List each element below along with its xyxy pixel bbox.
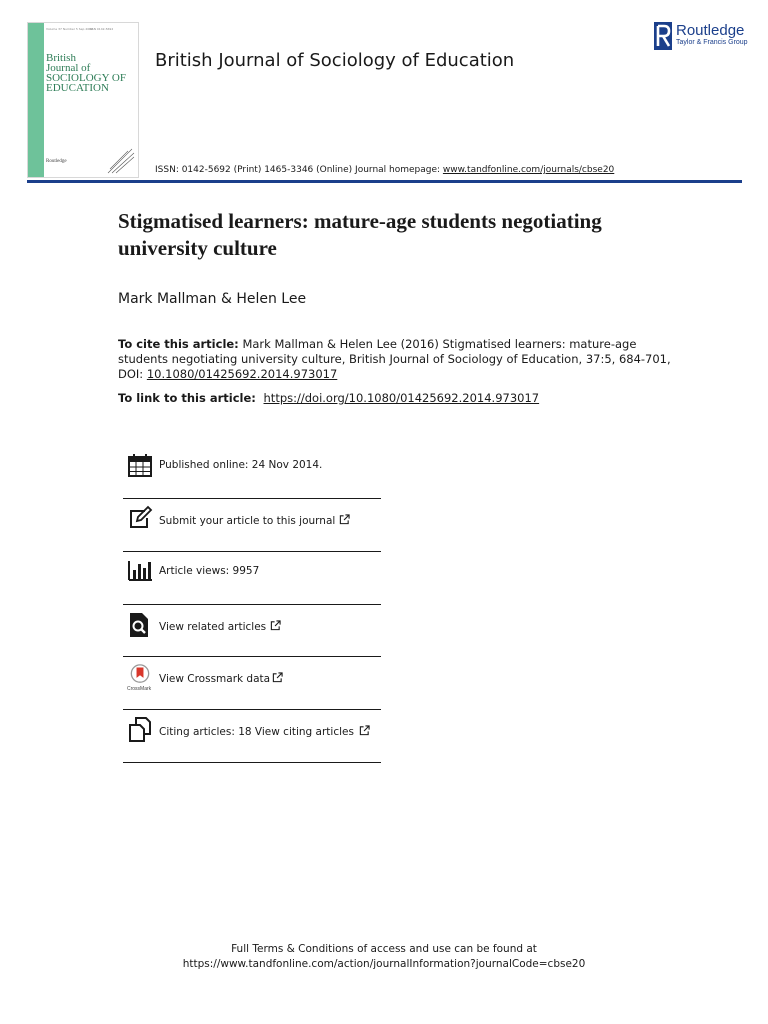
crossmark-badge-text: CrossMark bbox=[127, 686, 152, 692]
cite-label: To cite this article: bbox=[118, 337, 239, 351]
cover-publisher-mark: Routledge bbox=[46, 159, 67, 164]
cite-text: Mark Mallman & Helen Lee (2016) Stigmatised learners: mature-age students negotiating university culture, British Journal of Sociology of Education, 37:5, 684-701, DOI: bbox=[118, 337, 671, 381]
external-link-icon bbox=[270, 620, 281, 631]
crossmark-label: View Crossmark data bbox=[159, 673, 271, 685]
cover-title bbox=[46, 53, 138, 93]
citing-icon bbox=[127, 717, 153, 743]
cover-meta-right: ISSN 0142-5692 bbox=[89, 27, 114, 31]
divider bbox=[123, 709, 381, 710]
related-articles-label: View related articles bbox=[159, 621, 267, 633]
article-views-row bbox=[123, 558, 381, 610]
journal-title: British Journal of Sociology of Education bbox=[155, 50, 515, 71]
terms-url[interactable]: https://www.tandfonline.com/action/journalInformation?journalCode=cbse20 bbox=[182, 958, 586, 970]
bar-chart-icon bbox=[127, 558, 153, 584]
external-link-icon bbox=[272, 672, 283, 683]
article-doi-link[interactable]: https://doi.org/10.1080/01425692.2014.973017 bbox=[263, 391, 540, 405]
related-articles-link[interactable] bbox=[159, 620, 281, 633]
link-label: To link to this article: bbox=[118, 391, 260, 405]
external-link-icon bbox=[339, 514, 350, 525]
article-views-count: Article views: 9957 bbox=[159, 565, 260, 577]
submit-article-label: Submit your article to this journal bbox=[159, 515, 336, 527]
published-date: Published online: 24 Nov 2014. bbox=[159, 459, 323, 471]
edit-icon bbox=[127, 505, 153, 531]
routledge-logo-icon bbox=[654, 22, 672, 50]
published-row bbox=[123, 452, 381, 504]
search-document-icon bbox=[127, 612, 153, 638]
cover-title-line: Journal of bbox=[46, 62, 91, 74]
journal-homepage-link[interactable]: www.tandfonline.com/journals/cbse20 bbox=[442, 165, 615, 175]
publisher-group: Taylor & Francis Group bbox=[676, 39, 748, 46]
divider bbox=[123, 498, 381, 499]
divider bbox=[123, 551, 381, 552]
divider bbox=[123, 656, 381, 657]
cover-title-line: British bbox=[46, 52, 76, 64]
calendar-icon bbox=[127, 452, 153, 478]
citing-articles-label: Citing articles: 18 View citing articles bbox=[159, 726, 354, 738]
submit-article-row[interactable] bbox=[123, 505, 381, 557]
divider bbox=[123, 604, 381, 605]
issn-text: ISSN: 0142-5692 (Print) 1465-3346 (Online) Journal homepage: bbox=[155, 165, 443, 175]
article-authors: Mark Mallman & Helen Lee bbox=[118, 291, 307, 307]
cover-meta-left: Volume 37 Number 5 Sep 2016 bbox=[46, 27, 93, 31]
issn-line bbox=[155, 165, 614, 175]
citation-block bbox=[118, 337, 678, 382]
terms-footer bbox=[0, 942, 768, 972]
cover-signature-graphic bbox=[106, 145, 136, 175]
cover-title-line: SOCIOLOGY OF bbox=[46, 72, 126, 84]
submit-article-link[interactable] bbox=[159, 514, 350, 527]
article-link-block bbox=[118, 391, 678, 405]
terms-line: Full Terms & Conditions of access and use can be found at bbox=[231, 943, 537, 955]
cite-doi-link[interactable]: 10.1080/01425692.2014.973017 bbox=[146, 367, 338, 381]
cover-title-line: EDUCATION bbox=[46, 82, 109, 94]
publisher-name: Routledge bbox=[676, 22, 745, 39]
journal-cover bbox=[27, 22, 139, 178]
external-link-icon bbox=[359, 725, 370, 736]
citing-articles-link[interactable] bbox=[159, 725, 370, 738]
article-title: Stigmatised learners: mature-age students negotiating university culture bbox=[118, 209, 602, 260]
publisher-logo[interactable] bbox=[652, 22, 752, 50]
divider bbox=[123, 762, 381, 763]
crossmark-link[interactable] bbox=[159, 672, 283, 685]
header-divider bbox=[27, 180, 742, 183]
cover-stripe bbox=[28, 23, 44, 177]
